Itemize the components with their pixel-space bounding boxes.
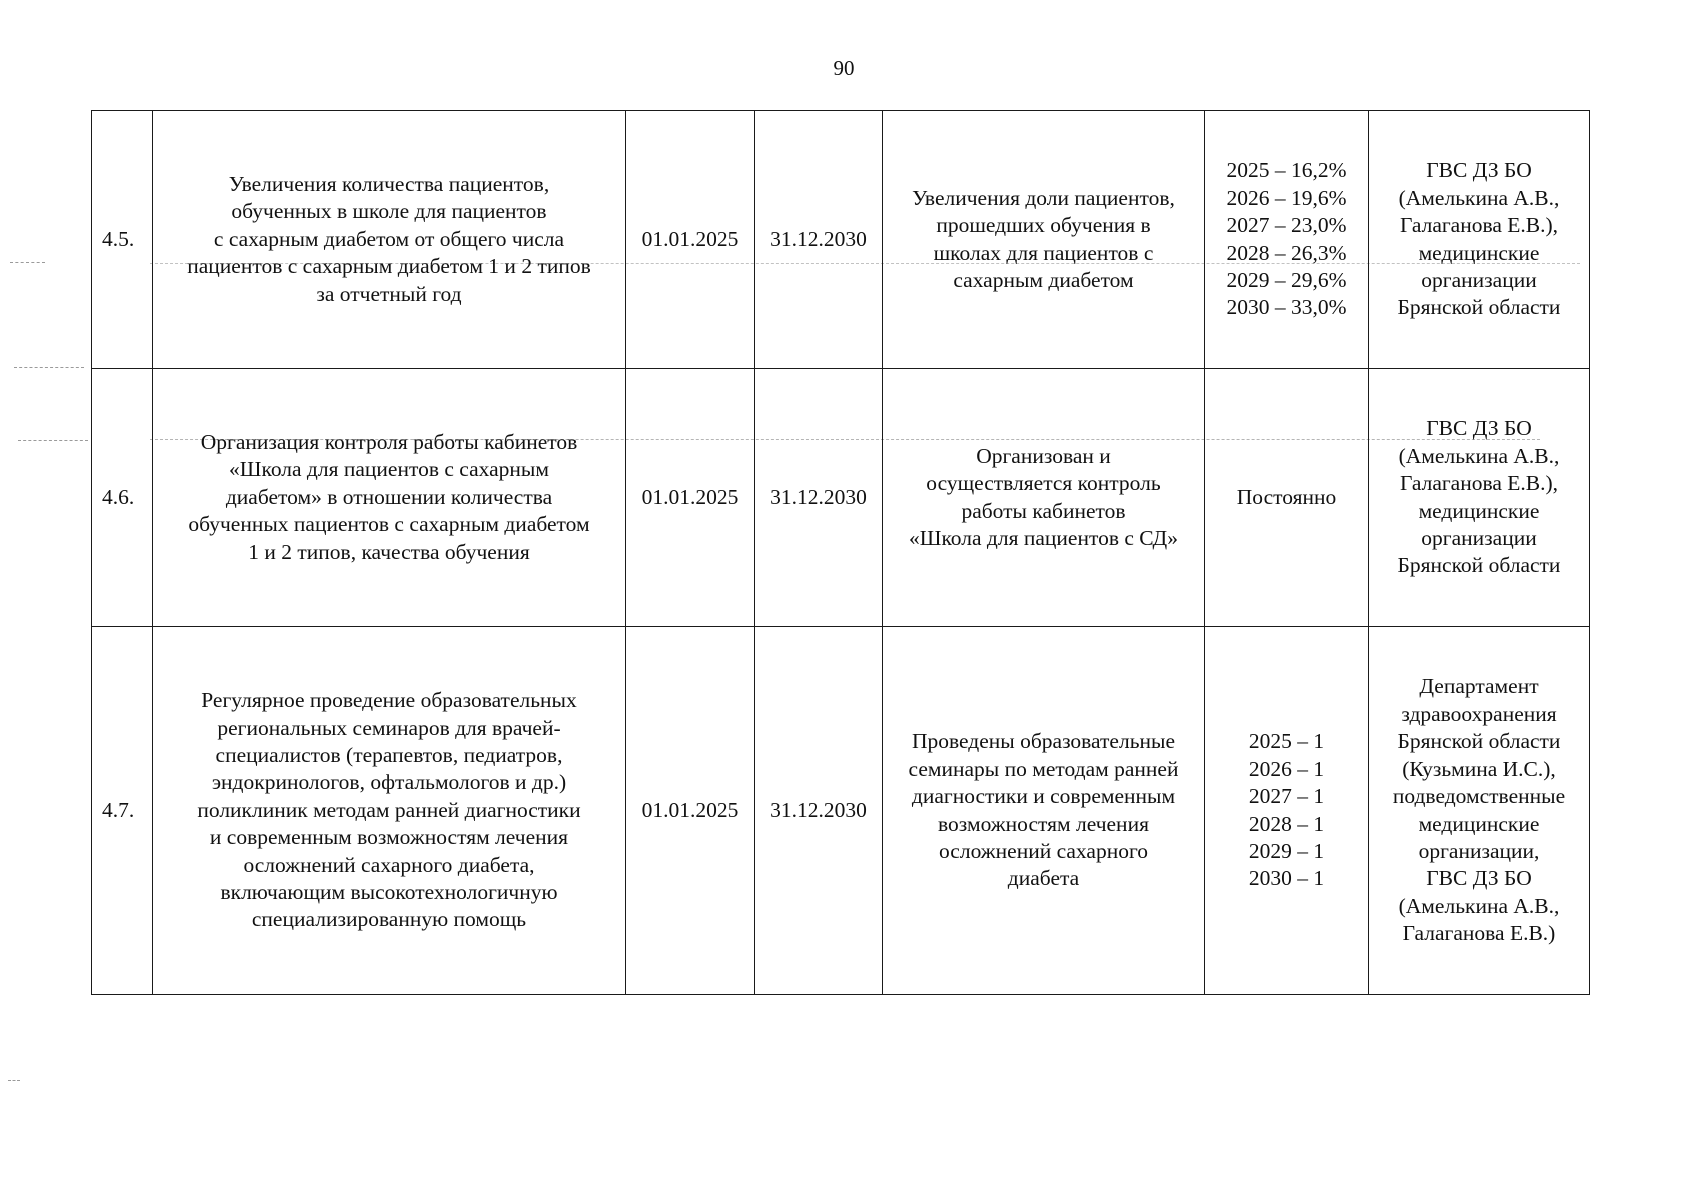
event-line: за отчетный год xyxy=(316,281,462,306)
event-line: специалистов (терапевтов, педиатров, xyxy=(215,742,563,767)
event-line: включающим высокотехнологичную xyxy=(220,880,558,905)
table-body xyxy=(92,111,1590,995)
responsible-line: (Амелькина А.В., xyxy=(1398,185,1560,210)
event-cell xyxy=(153,111,626,369)
indicator-line: 2026 – 1 xyxy=(1248,756,1325,781)
event-line: специализированную помощь xyxy=(251,907,527,932)
indicator-line: 2027 – 1 xyxy=(1248,784,1325,809)
responsible-line: организации, xyxy=(1418,838,1540,863)
result-line: прошедших обучения в xyxy=(936,213,1151,238)
responsible-line: Галаганова Е.В.) xyxy=(1402,921,1556,946)
event-line: обученных в школе для пациентов xyxy=(231,199,547,224)
result-line: диагностики и современным xyxy=(911,784,1176,809)
result-line: Проведены образовательные xyxy=(911,729,1176,754)
indicator-line: 2030 – 33,0% xyxy=(1226,295,1347,320)
indicator-cell xyxy=(1205,627,1369,995)
row-number-cell: 4.7. xyxy=(92,627,153,995)
start-date-cell: 01.01.2025 xyxy=(626,369,755,627)
result-line: сахарным диабетом xyxy=(953,267,1134,292)
responsible-line: Галаганова Е.В.), xyxy=(1399,471,1559,496)
result-cell xyxy=(883,369,1205,627)
start-date-cell: 01.01.2025 xyxy=(626,627,755,995)
result-cell xyxy=(883,111,1205,369)
result-cell xyxy=(883,627,1205,995)
indicator-line: 2027 – 23,0% xyxy=(1226,213,1347,238)
action-plan-table xyxy=(91,110,1590,995)
responsible-line: (Амелькина А.В., xyxy=(1398,443,1560,468)
indicator-line: 2026 – 19,6% xyxy=(1226,185,1347,210)
indicator-line: Постоянно xyxy=(1236,484,1337,509)
indicator-line: 2028 – 26,3% xyxy=(1226,240,1347,265)
table-row xyxy=(92,627,1590,995)
responsible-line: Брянской области xyxy=(1397,729,1561,754)
responsible-line: (Кузьмина И.С.), xyxy=(1402,756,1556,781)
responsible-line: ГВС ДЗ БО xyxy=(1426,866,1532,891)
scan-mark xyxy=(8,1080,20,1081)
responsible-cell xyxy=(1369,111,1590,369)
responsible-line: медицинские xyxy=(1418,498,1540,523)
event-line: обученных пациентов с сахарным диабетом xyxy=(188,512,590,537)
responsible-line: медицинские xyxy=(1418,240,1540,265)
result-line: возможностям лечения xyxy=(938,811,1149,836)
event-cell xyxy=(153,369,626,627)
table-row xyxy=(92,111,1590,369)
indicator-cell xyxy=(1205,111,1369,369)
page-number: 90 xyxy=(833,56,855,80)
indicator-line: 2025 – 1 xyxy=(1248,729,1325,754)
responsible-line: Брянской области xyxy=(1397,295,1561,320)
event-line: поликлиник методам ранней диагностики xyxy=(197,797,581,822)
scan-mark xyxy=(14,367,84,368)
responsible-line: подведомственные xyxy=(1392,784,1566,809)
responsible-line: Брянской области xyxy=(1397,553,1561,578)
event-cell xyxy=(153,627,626,995)
indicator-line: 2029 – 29,6% xyxy=(1226,267,1347,292)
indicator-line: 2025 – 16,2% xyxy=(1226,158,1347,183)
event-line: пациентов с сахарным диабетом 1 и 2 типов xyxy=(187,254,591,279)
result-line: Увеличения доли пациентов, xyxy=(912,185,1175,210)
event-line: 1 и 2 типов, качества обучения xyxy=(248,539,530,564)
responsible-cell xyxy=(1369,369,1590,627)
event-line: осложнений сахарного диабета, xyxy=(243,852,535,877)
event-line: диабетом» в отношении количества xyxy=(225,484,553,509)
result-line: осуществляется контроль xyxy=(926,471,1161,496)
responsible-line: Галаганова Е.В.), xyxy=(1399,213,1559,238)
responsible-line: организации xyxy=(1421,525,1537,550)
event-line: и современным возможностям лечения xyxy=(209,825,569,850)
end-date-cell: 31.12.2030 xyxy=(755,627,883,995)
responsible-line: ГВС ДЗ БО xyxy=(1426,416,1532,441)
event-line: эндокринологов, офтальмологов и др.) xyxy=(211,770,567,795)
row-number-cell: 4.6. xyxy=(92,369,153,627)
result-line: осложнений сахарного xyxy=(939,838,1148,863)
event-line: Регулярное проведение образовательных xyxy=(201,688,577,713)
end-date-cell: 31.12.2030 xyxy=(755,111,883,369)
indicator-line: 2029 – 1 xyxy=(1248,838,1325,863)
result-line: семинары по методам ранней xyxy=(908,756,1179,781)
responsible-cell xyxy=(1369,627,1590,995)
event-line: «Школа для пациентов с сахарным xyxy=(229,457,549,482)
event-line: с сахарным диабетом от общего числа xyxy=(213,226,565,251)
result-line: Организован и xyxy=(976,443,1111,468)
result-line: «Школа для пациентов с СД» xyxy=(909,525,1178,550)
start-date-cell: 01.01.2025 xyxy=(626,111,755,369)
event-line: Организация контроля работы кабинетов xyxy=(200,429,578,454)
row-number-cell: 4.5. xyxy=(92,111,153,369)
responsible-line: ГВС ДЗ БО xyxy=(1426,158,1532,183)
event-line: Увеличения количества пациентов, xyxy=(228,171,550,196)
responsible-line: медицинские xyxy=(1418,811,1540,836)
responsible-line: Департамент xyxy=(1419,674,1539,699)
result-line: школах для пациентов с xyxy=(933,240,1154,265)
responsible-line: (Амелькина А.В., xyxy=(1398,893,1560,918)
indicator-cell xyxy=(1205,369,1369,627)
responsible-line: здравоохранения xyxy=(1401,701,1557,726)
end-date-cell: 31.12.2030 xyxy=(755,369,883,627)
event-line: региональных семинаров для врачей- xyxy=(217,715,561,740)
scan-mark xyxy=(10,262,45,263)
result-line: работы кабинетов xyxy=(961,498,1126,523)
indicator-line: 2030 – 1 xyxy=(1248,866,1325,891)
table-row xyxy=(92,369,1590,627)
scan-mark xyxy=(18,440,88,441)
responsible-line: организации xyxy=(1421,267,1537,292)
result-line: диабета xyxy=(1007,866,1080,891)
indicator-line: 2028 – 1 xyxy=(1248,811,1325,836)
